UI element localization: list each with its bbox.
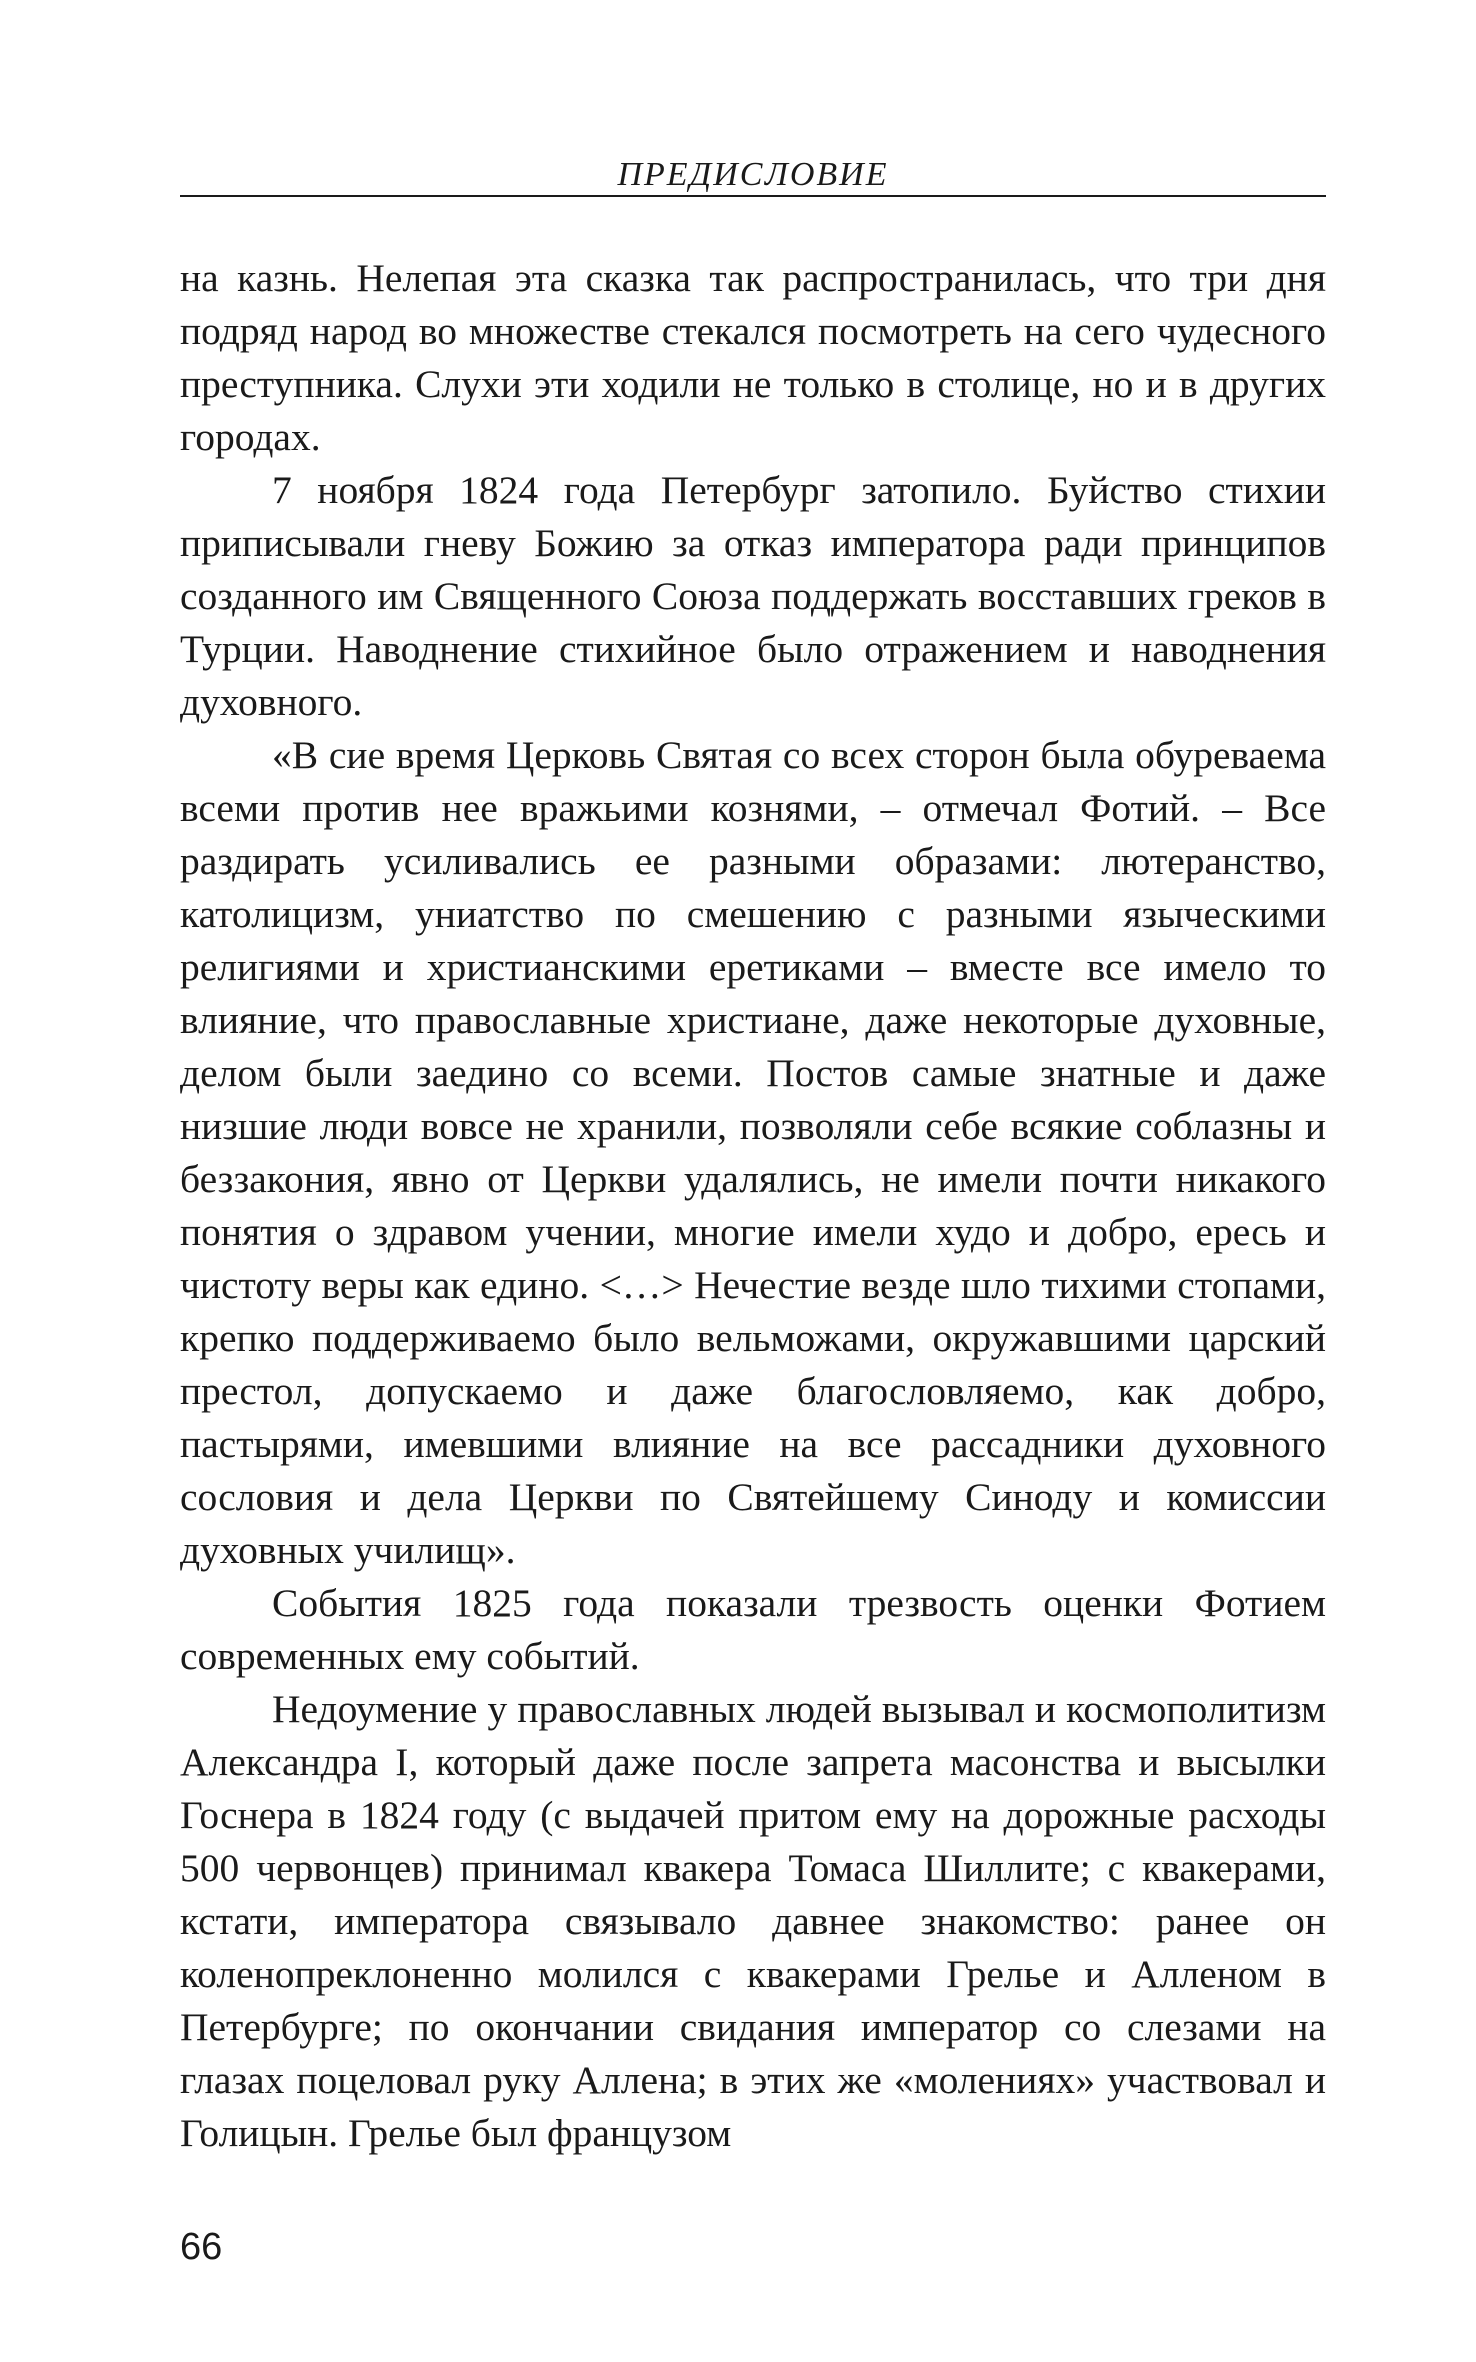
paragraph: «В сие время Церковь Святая со всех сторон была обуреваема всеми против нее вражьими кознями, – отмечал Фотий. – Все раздирать усиливались ее разными образами: лютеранство, католицизм, униатство по смешению с разными языческими религиями и христианскими еретиками – вместе все имело то влияние, что православные христиане, даже некоторые духовные, делом были заедино со всеми. Постов самые знатные и даже низшие люди вовсе не хранили, позволяли себе всякие соблазны и беззакония, явно от Церкви удалялись, не имели почти никакого понятия о здравом учении, многие имели худо и добро, ересь и чистоту веры как едино. <…> Нечестие везде шло тихими стопами, крепко поддерживаемо было вельможами, окружавшими царский престол, допускаемо и даже благословляемо, как добро, пастырями, имевшими влияние на все рассадники духовного сословия и дела Церкви по Святейшему Синоду и комиссии духовных училищ».	[180, 733, 1326, 1572]
paragraph: Недоумение у православных людей вызывал и космополитизм Александра I, который даже после запрета масонства и высылки Госнера в 1824 году (с выдачей притом ему на дорожные расходы 500 червонцев) принимал квакера Томаса Шиллите; с квакерами, кстати, императора связывало давнее знакомство: ранее он коленопреклоненно молился с квакерами Грелье и Алленом в Петербурге; по окончании свидания император со слезами на глазах поцеловал руку Аллена; в этих же «молениях» участвовал и Голицын. Грелье был французом	[180, 1687, 1326, 2155]
page-number: 66	[180, 2226, 223, 2268]
paragraph: События 1825 года показали трезвость оценки Фотием современных ему событий.	[180, 1581, 1326, 1678]
body-text	[180, 252, 1326, 2160]
running-head: ПРЕДИСЛОВИЕ	[617, 156, 889, 193]
paragraph: на казнь. Нелепая эта сказка так распространилась, что три дня подряд народ во множестве стекался посмотреть на сего чудесного преступника. Слухи эти ходили не только в столице, но и в других городах.	[180, 256, 1326, 459]
header-rule	[180, 195, 1326, 197]
paragraph: 7 ноября 1824 года Петербург затопило. Буйство стихии приписывали гневу Божию за отказ императора ради принципов созданного им Священного Союза поддержать восставших греков в Турции. Наводнение стихийное было отражением и наводнения духовного.	[180, 468, 1326, 724]
